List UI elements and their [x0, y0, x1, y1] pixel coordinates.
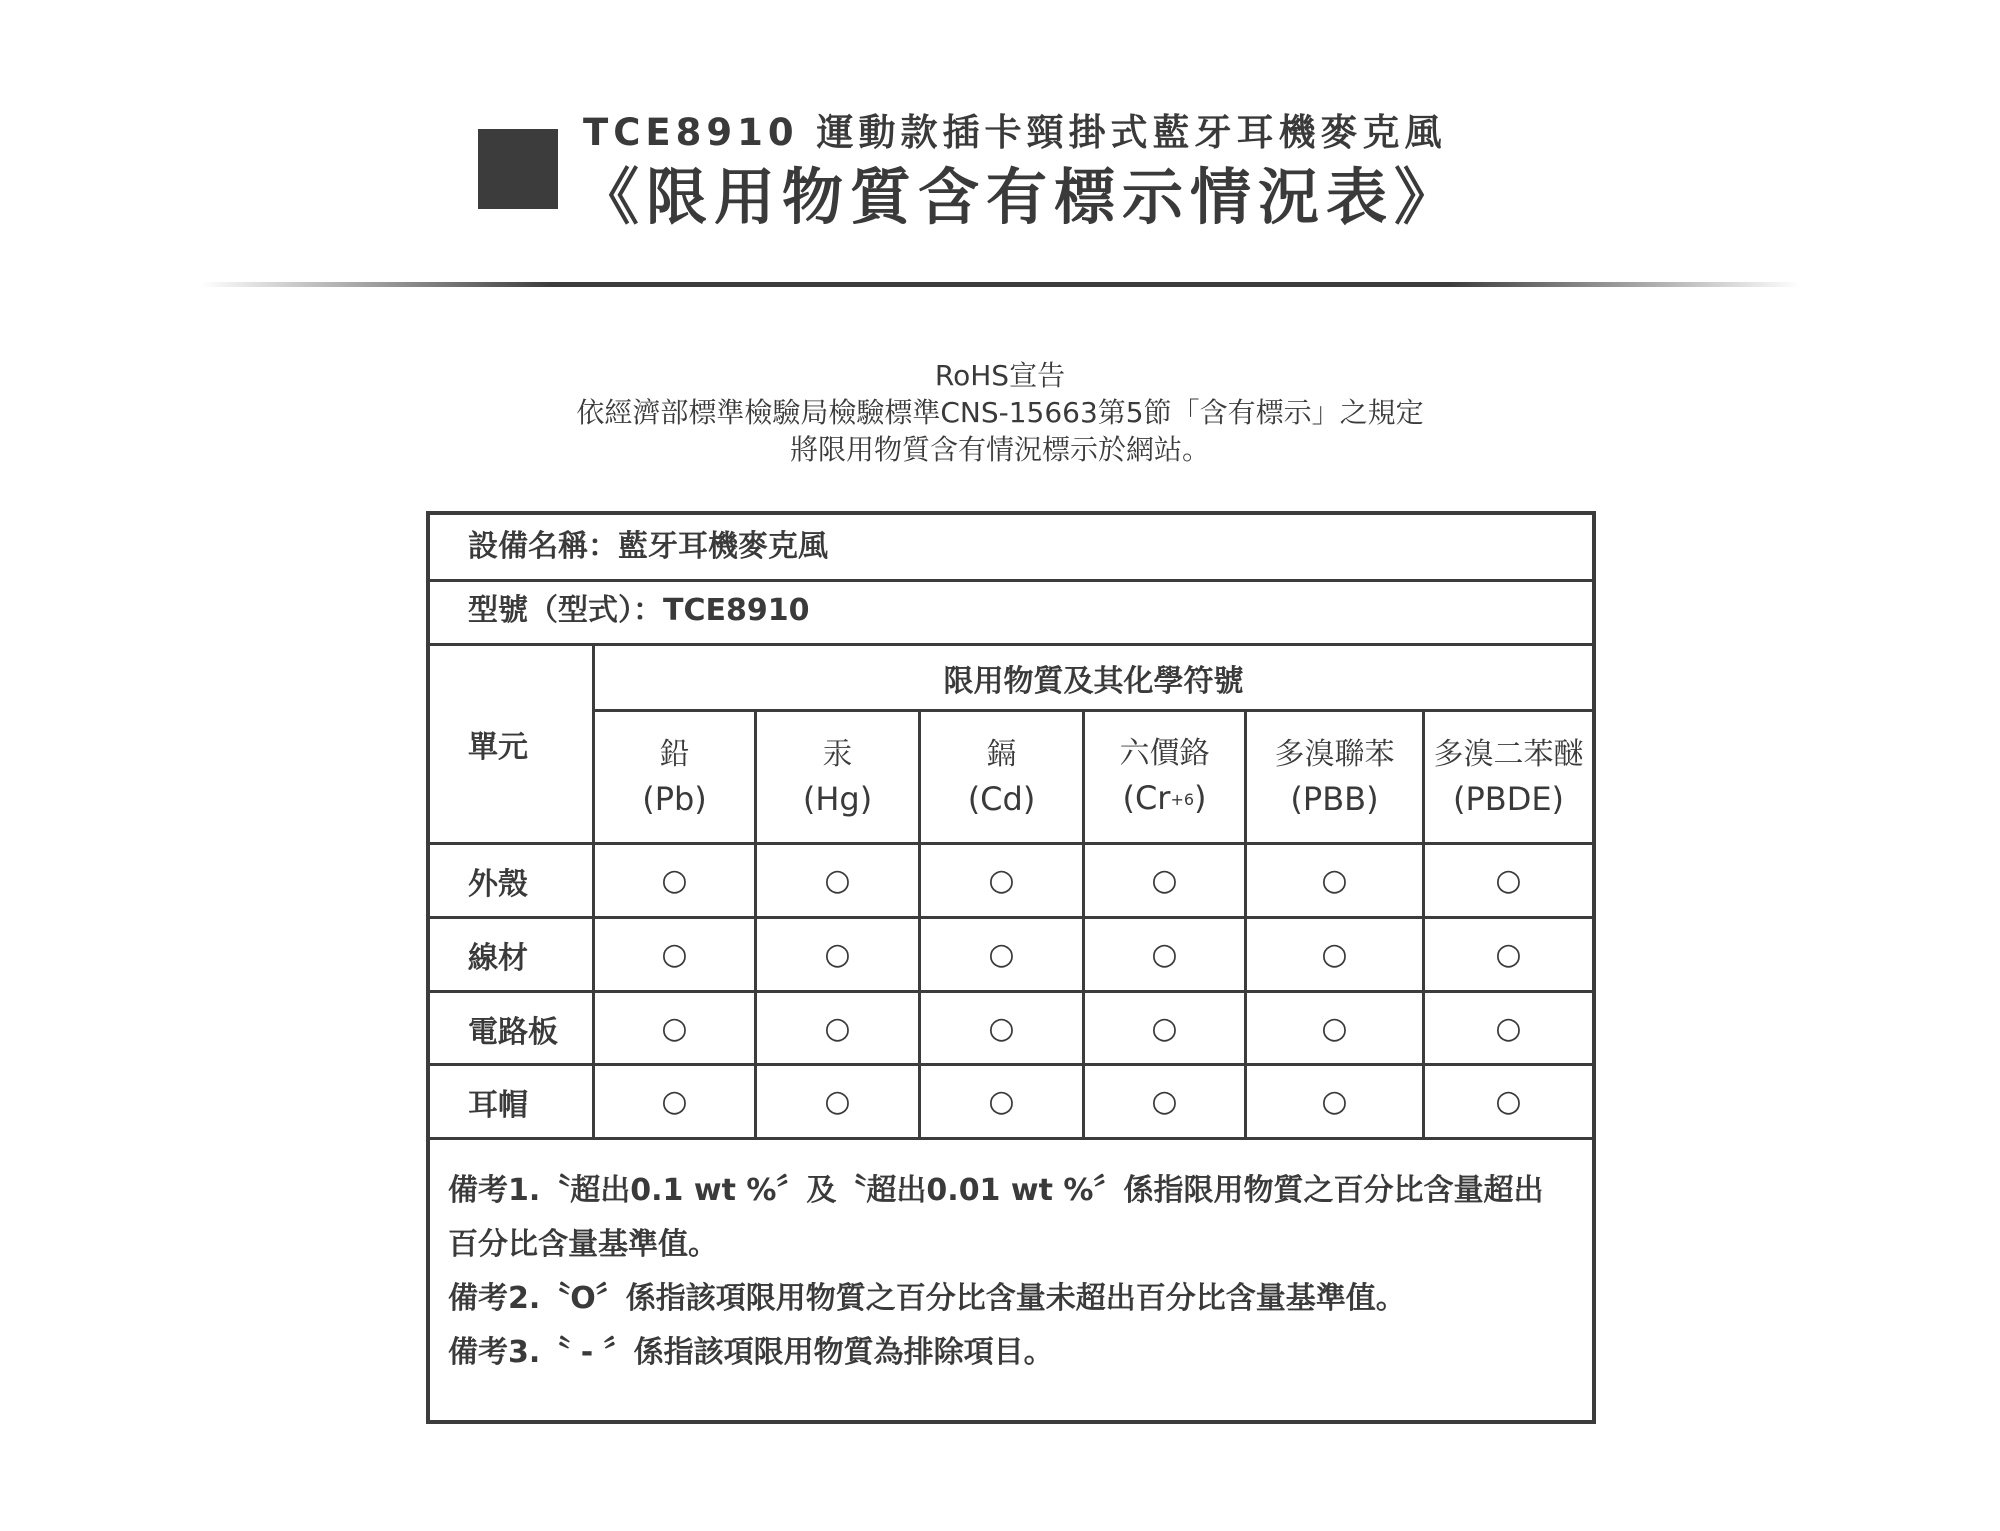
mark-cell	[757, 993, 918, 1064]
col-chromium	[1085, 712, 1244, 842]
mark-value: ○	[988, 863, 1015, 898]
mark-cell	[1247, 845, 1422, 916]
mark-cell	[1247, 1066, 1422, 1137]
model-number: 型號（型式）：TCE8910	[468, 593, 810, 628]
mark-cell	[1425, 993, 1592, 1064]
note-3: 備考3.〝 - 〞係指該項限用物質為排除項目。	[448, 1335, 1054, 1370]
mark-value: ○	[988, 1011, 1015, 1046]
mark-cell	[921, 993, 1082, 1064]
col-mercury	[757, 712, 918, 842]
mark-value: ○	[1495, 937, 1522, 972]
mark-value: ○	[988, 1084, 1015, 1119]
mark-value: ○	[824, 937, 851, 972]
col-name: 多溴聯苯	[1274, 737, 1395, 772]
mark-value: ○	[1495, 1011, 1522, 1046]
title-block-icon	[478, 129, 558, 209]
mark-value: ○	[1151, 863, 1178, 898]
mark-value: ○	[1321, 937, 1348, 972]
col-cadmium	[921, 712, 1082, 842]
mark-value: ○	[1151, 1084, 1178, 1119]
mark-cell	[921, 1066, 1082, 1137]
mark-cell	[595, 919, 754, 990]
mark-value: ○	[661, 863, 688, 898]
mark-value: ○	[661, 1084, 688, 1119]
row-label: 電路板	[468, 1014, 558, 1050]
mark-value: ○	[824, 863, 851, 898]
mark-cell	[921, 845, 1082, 916]
mark-value: ○	[661, 937, 688, 972]
col-symbol-sup: +6	[1170, 790, 1195, 809]
col-symbol-close: )	[1194, 779, 1207, 817]
col-name: 鉛	[659, 737, 690, 772]
mark-value: ○	[1495, 1084, 1522, 1119]
unit-label: 單元	[468, 730, 528, 765]
mark-cell	[757, 845, 918, 916]
mark-cell	[1247, 993, 1422, 1064]
col-symbol-wrap	[1122, 776, 1206, 822]
device-name: 設備名稱：藍牙耳機麥克風	[468, 529, 828, 564]
table-rule	[430, 1137, 1592, 1140]
product-title: TCE8910 運動款插卡頸掛式藍牙耳機麥克風	[583, 111, 1447, 154]
mark-cell	[757, 1066, 918, 1137]
mark-cell	[595, 993, 754, 1064]
note-2: 備考2.〝O〞係指該項限用物質之百分比含量未超出百分比含量基準值。	[448, 1281, 1406, 1316]
page-title: 《限用物質含有標示情況表》	[578, 162, 1463, 233]
mark-cell	[1247, 919, 1422, 990]
mark-cell	[595, 845, 754, 916]
mark-cell	[1425, 919, 1592, 990]
row-label: 外殼	[468, 866, 528, 902]
mark-value: ○	[1321, 1011, 1348, 1046]
col-symbol: (Cr	[1122, 779, 1171, 817]
mark-cell	[595, 1066, 754, 1137]
col-symbol: (Cd)	[967, 780, 1036, 818]
mark-value: ○	[824, 1011, 851, 1046]
col-symbol: (PBDE)	[1452, 780, 1565, 818]
note-1-cont: 百分比含量基準值。	[448, 1227, 718, 1262]
row-label: 線材	[468, 940, 528, 976]
row-label: 耳帽	[468, 1087, 528, 1123]
rohs-title: RoHS宣告	[934, 359, 1066, 392]
mark-value: ○	[1151, 1011, 1178, 1046]
col-name: 汞	[822, 737, 853, 772]
col-name: 多溴二苯醚	[1433, 737, 1584, 772]
mark-value: ○	[988, 937, 1015, 972]
col-symbol: (Hg)	[802, 780, 873, 818]
rohs-statement-cont: 將限用物質含有情況標示於網站。	[789, 433, 1210, 466]
mark-cell	[1425, 845, 1592, 916]
mark-cell	[757, 919, 918, 990]
col-pbb	[1247, 712, 1422, 842]
mark-cell	[921, 919, 1082, 990]
col-name: 六價鉻	[1119, 736, 1210, 771]
mark-value: ○	[1495, 863, 1522, 898]
mark-value: ○	[824, 1084, 851, 1119]
table-rule	[430, 579, 1592, 582]
rohs-statement: 依經濟部標準檢驗局檢驗標準CNS-15663第5節「含有標示」之規定	[576, 396, 1424, 429]
mark-value: ○	[661, 1011, 688, 1046]
mark-value: ○	[1321, 1084, 1348, 1119]
substances-header: 限用物質及其化學符號	[943, 663, 1244, 699]
substance-table	[426, 511, 1596, 1424]
col-name: 鎘	[986, 737, 1017, 772]
col-pbde	[1425, 712, 1592, 842]
mark-cell	[1425, 1066, 1592, 1137]
col-lead	[595, 712, 754, 842]
mark-cell	[1085, 919, 1244, 990]
col-symbol: (Pb)	[642, 780, 707, 818]
mark-cell	[1085, 845, 1244, 916]
mark-value: ○	[1321, 863, 1348, 898]
mark-cell	[1085, 1066, 1244, 1137]
divider	[200, 282, 1800, 287]
col-symbol: (PBB)	[1290, 780, 1379, 818]
note-1: 備考1.〝超出0.1 wt %〞及〝超出0.01 wt %〞係指限用物質之百分比含量超出	[448, 1173, 1544, 1208]
mark-cell	[1085, 993, 1244, 1064]
mark-value: ○	[1151, 937, 1178, 972]
